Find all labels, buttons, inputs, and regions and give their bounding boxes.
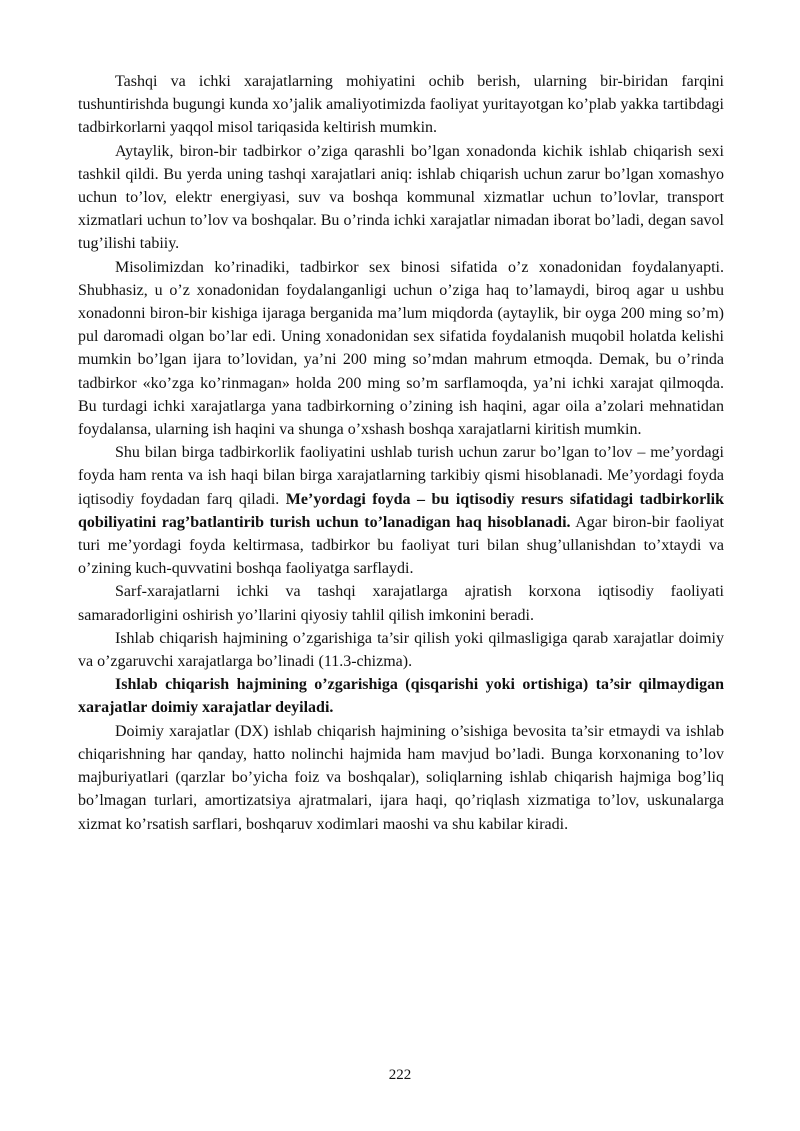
paragraph-4-text-before: Shu bilan birga tadbirkorlik faoliyatini ushlab turish uchun zarur bo’lgan to’lov – me’yordagi foyda ham renta va ish haqi bilan birga xarajatlarning tarkibiy qismi hisoblanadi. Me’yordagi foyda iqtisodiy foydadan farq qiladi. [78,444,724,508]
paragraph-1: Tashqi va ichki xarajatlarning mohiyatini ochib berish, ularning bir-biridan farqini tushuntirishda bugungi kunda xo’jalik amaliyotimizda faoliyat yuritayotgan ko’plab yakka tartibdagi tadbirkorlarni yaqqol misol tariqasida keltirish mumkin. [78,73,724,137]
paragraph-4-text-after: Agar biron-bir faoliyat turi me’yordagi foyda keltirmasa, tadbirkor bu faoliyat turi bilan shug’ullanishdan to’xtaydi va o’zining kuch-quvvatini boshqa faoliyatga sarflaydi. [78,513,725,578]
paragraph-6: Ishlab chiqarish hajmining o’zgarishiga ta’sir qilish yoki qilmasligiga qarab xarajatlar doimiy va o’zgaruvchi xarajatlarga bo’linadi (11.3-chizma). [78,629,724,671]
paragraph-7-definition [78,673,724,719]
page-content [78,70,724,836]
page-number: 222 [388,1067,412,1083]
paragraph-7-bold: Ishlab chiqarish hajmining o’zgarishiga (qisqarishi yoki ortishiga) ta’sir qilmaydigan xarajatlar doimiy xarajatlar deyiladi. [78,676,724,717]
paragraph-5: Sarf-xarajatlarni ichki va tashqi xarajatlarga ajratish korxona iqtisodiy faoliyati samaradorligini oshirish yo’llarini qiyosiy tahlil qilish imkonini beradi. [78,583,724,624]
paragraph-4-bold-definition: Me’yordagi foyda – bu iqtisodiy resurs sifatidagi tadbirkorlik qobiliyatini rag’batlantirib turish uchun to’lanadigan haq hisoblanadi. [78,490,724,531]
paragraph-2: Aytaylik, biron-bir tadbirkor o’ziga qarashli bo’lgan xonadonda kichik ishlab chiqarish sexi tashkil qildi. Bu yerda uning tashqi xarajatlari aniq: ishlab chiqarish uchun zarur bo’lgan xomashyo uchun to’lov, elektr energiyasi, suv va boshqa kommunal xizmatlar uchun to’lovlar, transport xizmatlari uchun to’lov va boshqalar. Bu o’rinda ichki xarajatlar nimadan iborat bo’ladi, degan savol tug’ilishi tabiiy. [78,142,724,253]
paragraph-8: Doimiy xarajatlar (DX) ishlab chiqarish hajmining o’sishiga bevosita ta’sir etmaydi va ishlab chiqarishning har qanday, hatto nolinchi hajmida ham mavjud bo’ladi. Bunga korxonaning to’lov majburiyatlari (qarzlar bo’yicha foiz va boshqalar), soliqlarning ishlab chiqarish hajmiga bog’liq bo’lmagan turlari, amortizatsiya ajratmalari, ijara haqi, qo’riqlash xizmatiga to’lov, uskunalarga xizmat ko’rsatish sarflari, boshqaruv xodimlari maoshi va shu kabilar kiradi. [78,722,724,833]
paragraph-4 [78,441,724,580]
paragraph-3: Misolimizdan ko’rinadiki, tadbirkor sex binosi sifatida o’z xonadonidan foydalanyapti. Shubhasiz, u o’z xonadonidan foydalanganligi uchun o’ziga haq to’lamaydi, biroq agar u ushbu xonadonni biron-bir kishiga ijaraga berganida ma’lum miqdorda (aytaylik, bir oyga 200 ming so’m) pul daromadi olgan bo’lar edi. Uning xonadonidan sex sifatida foydalanish muqobil holatda kelishi mumkin bo’lgan ijara to’lovidan, ya’ni 200 ming so’mdan mahrum etmoqda. Demak, bu o’rinda tadbirkor «ko’zga ko’rinmagan» holda 200 ming so’m sarflamoqda, ya’ni ichki xarajat qilmoqda. Bu turdagi ichki xarajatlarga yana tadbirkorning o’zining ish haqini, agar oila a’zolari mehnatidan foydalansa, ularning ish haqini va shunga o’xshash boshqa xarajatlarni kiritish mumkin. [78,258,724,439]
